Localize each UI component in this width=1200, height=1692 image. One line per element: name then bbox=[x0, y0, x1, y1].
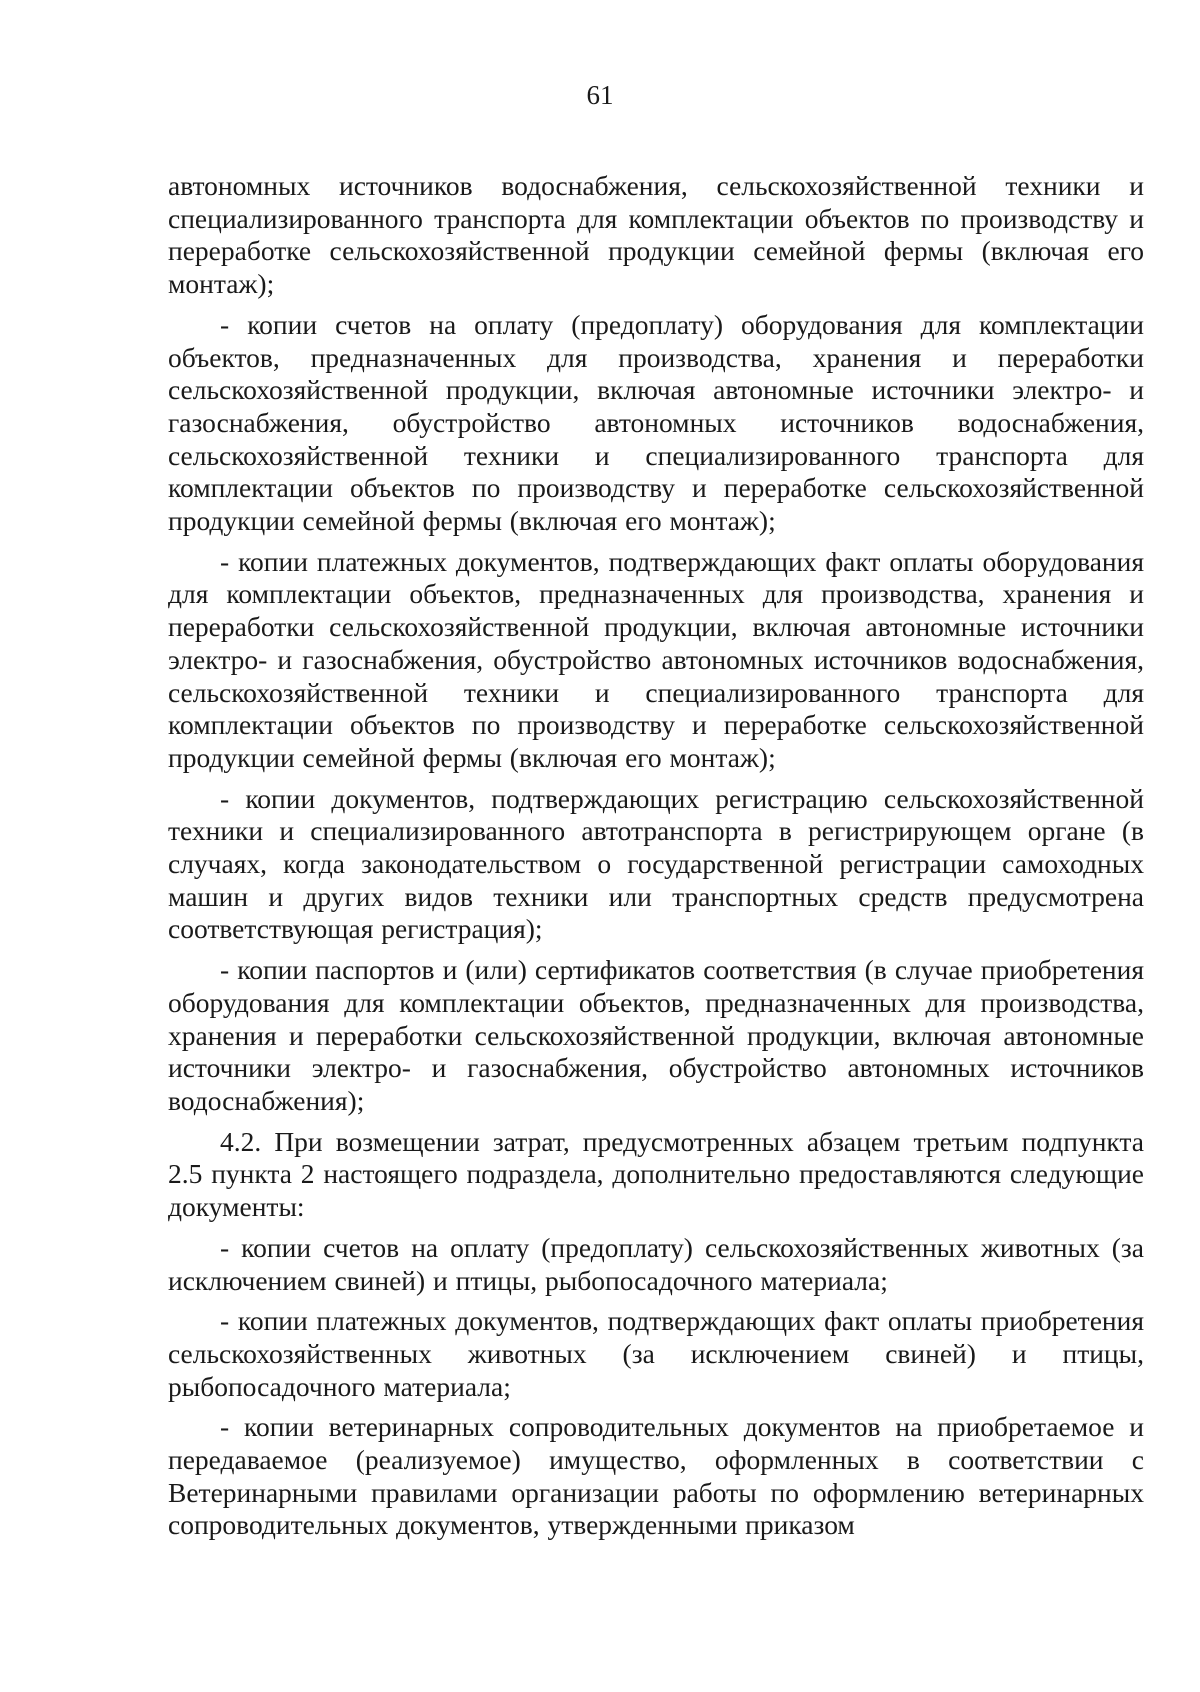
page-number: 61 bbox=[586, 80, 614, 110]
paragraph-section-4-2: 4.2. При возмещении затрат, предусмотренных абзацем третьим подпункта 2.5 пункта 2 настоящего подраздела, дополнительно предоставляются следующие документы: bbox=[168, 1125, 1144, 1223]
paragraph-payment-equipment: - копии платежных документов, подтверждающих факт оплаты оборудования для комплектации объектов, предназначенных для производства, хранения и переработки сельскохозяйственной продукции, включая автономные источники электро- и газоснабжения, обустройство автономных источников водоснабжения, сельскохозяйственной техники и специализированного транспорта для комплектации объектов по производству и переработке сельскохозяйственной продукции семейной фермы (включая его монтаж); bbox=[168, 545, 1144, 773]
paragraph-payment-animals: - копии платежных документов, подтверждающих факт оплаты приобретения сельскохозяйственных животных (за исключением свиней) и птицы, рыбопосадочного материала; bbox=[168, 1305, 1144, 1402]
document-body bbox=[168, 170, 1144, 1550]
paragraph-continuation: автономных источников водоснабжения, сельскохозяйственной техники и специализированного транспорта для комплектации объектов по производству и переработке сельскохозяйственной продукции семейной фермы (включая его монтаж); bbox=[168, 170, 1144, 300]
paragraph-invoice-animals: - копии счетов на оплату (предоплату) сельскохозяйственных животных (за исключением свиней) и птицы, рыбопосадочного материала; bbox=[168, 1231, 1144, 1296]
paragraph-invoice-equipment: - копии счетов на оплату (предоплату) оборудования для комплектации объектов, предназначенных для производства, хранения и переработки сельскохозяйственной продукции, включая автономные источники электро- и газоснабжения, обустройство автономных источников водоснабжения, сельскохозяйственной техники и специализированного транспорта для комплектации объектов по производству и переработке сельскохозяйственной продукции семейной фермы (включая его монтаж); bbox=[168, 308, 1144, 537]
paragraph-registration-documents: - копии документов, подтверждающих регистрацию сельскохозяйственной техники и специализированного автотранспорта в регистрирующем органе (в случаях, когда законодательством о государственной регистрации самоходных машин и других видов техники или транспортных средств предусмотрена соответствующая регистрация); bbox=[168, 782, 1144, 945]
paragraph-passports-certificates: - копии паспортов и (или) сертификатов соответствия (в случае приобретения оборудования для комплектации объектов, предназначенных для производства, хранения и переработки сельскохозяйственной продукции, включая автономные источники электро- и газоснабжения, обустройство автономных источников водоснабжения); bbox=[168, 954, 1144, 1116]
paragraph-veterinary-documents: - копии ветеринарных сопроводительных документов на приобретаемое и передаваемое (реализуемое) имущество, оформленных в соответствии с Ветеринарными правилами организации работы по оформлению ветеринарных сопроводительных документов, утвержденными приказом bbox=[168, 1411, 1144, 1541]
